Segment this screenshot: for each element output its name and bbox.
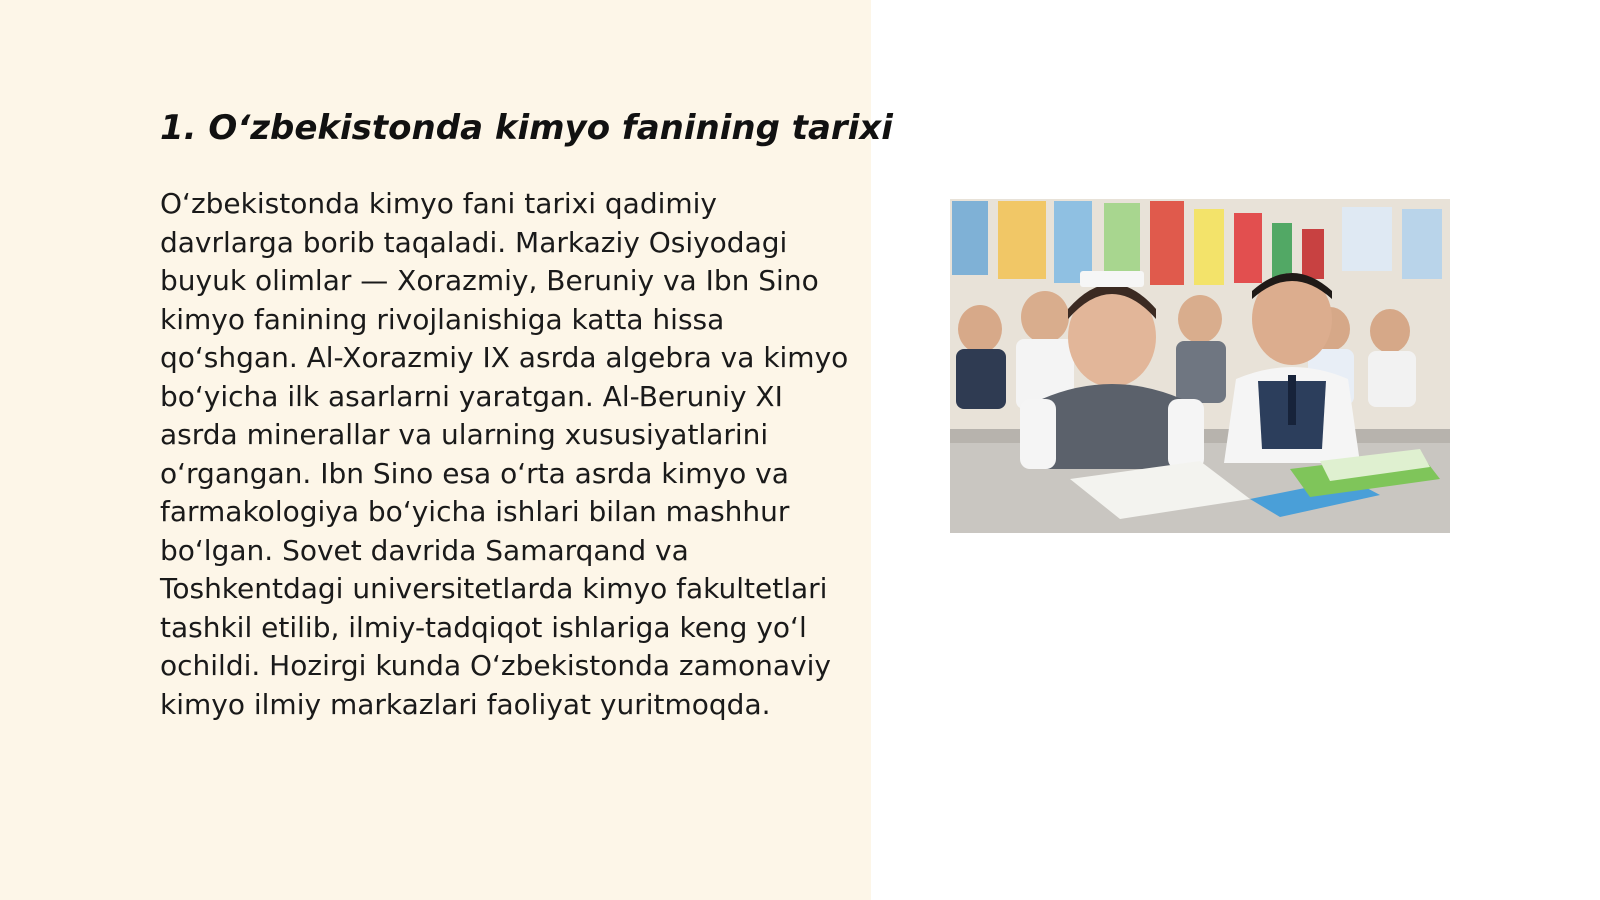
slide-title: 1. O‘zbekistonda kimyo fanining tarixi (160, 108, 893, 148)
slide-body-text: O‘zbekistonda kimyo fani tarixi qadimiy davrlarga borib taqaladi. Markaziy Osiyodagi buyuk olimlar — Xorazmiy, Beruniy va Ibn Sino kimyo fanining rivojlanishiga katta hissa qo‘shgan. Al-Xorazmiy IX asrda algebra va kimyo bo‘yicha ilk asarlarni yaratgan. Al-Beruniy XI asrda minerallar va ularning xususiyatlarini o‘rgangan. Ibn Sino esa o‘rta asrda kimyo va farmakologiya bo‘yicha ishlari bilan mashhur bo‘lgan. Sovet davrida Samarqand va Toshkentdagi universitetlarda kimyo fakultetlari tashkil etilib, ilmiy-tadqiqot ishlariga keng yo‘l ochildi. Hozirgi kunda O‘zbekistonda zamonaviy kimyo ilmiy markazlari faoliyat yuritmoqda. (160, 187, 849, 721)
classroom-photo (950, 199, 1450, 533)
